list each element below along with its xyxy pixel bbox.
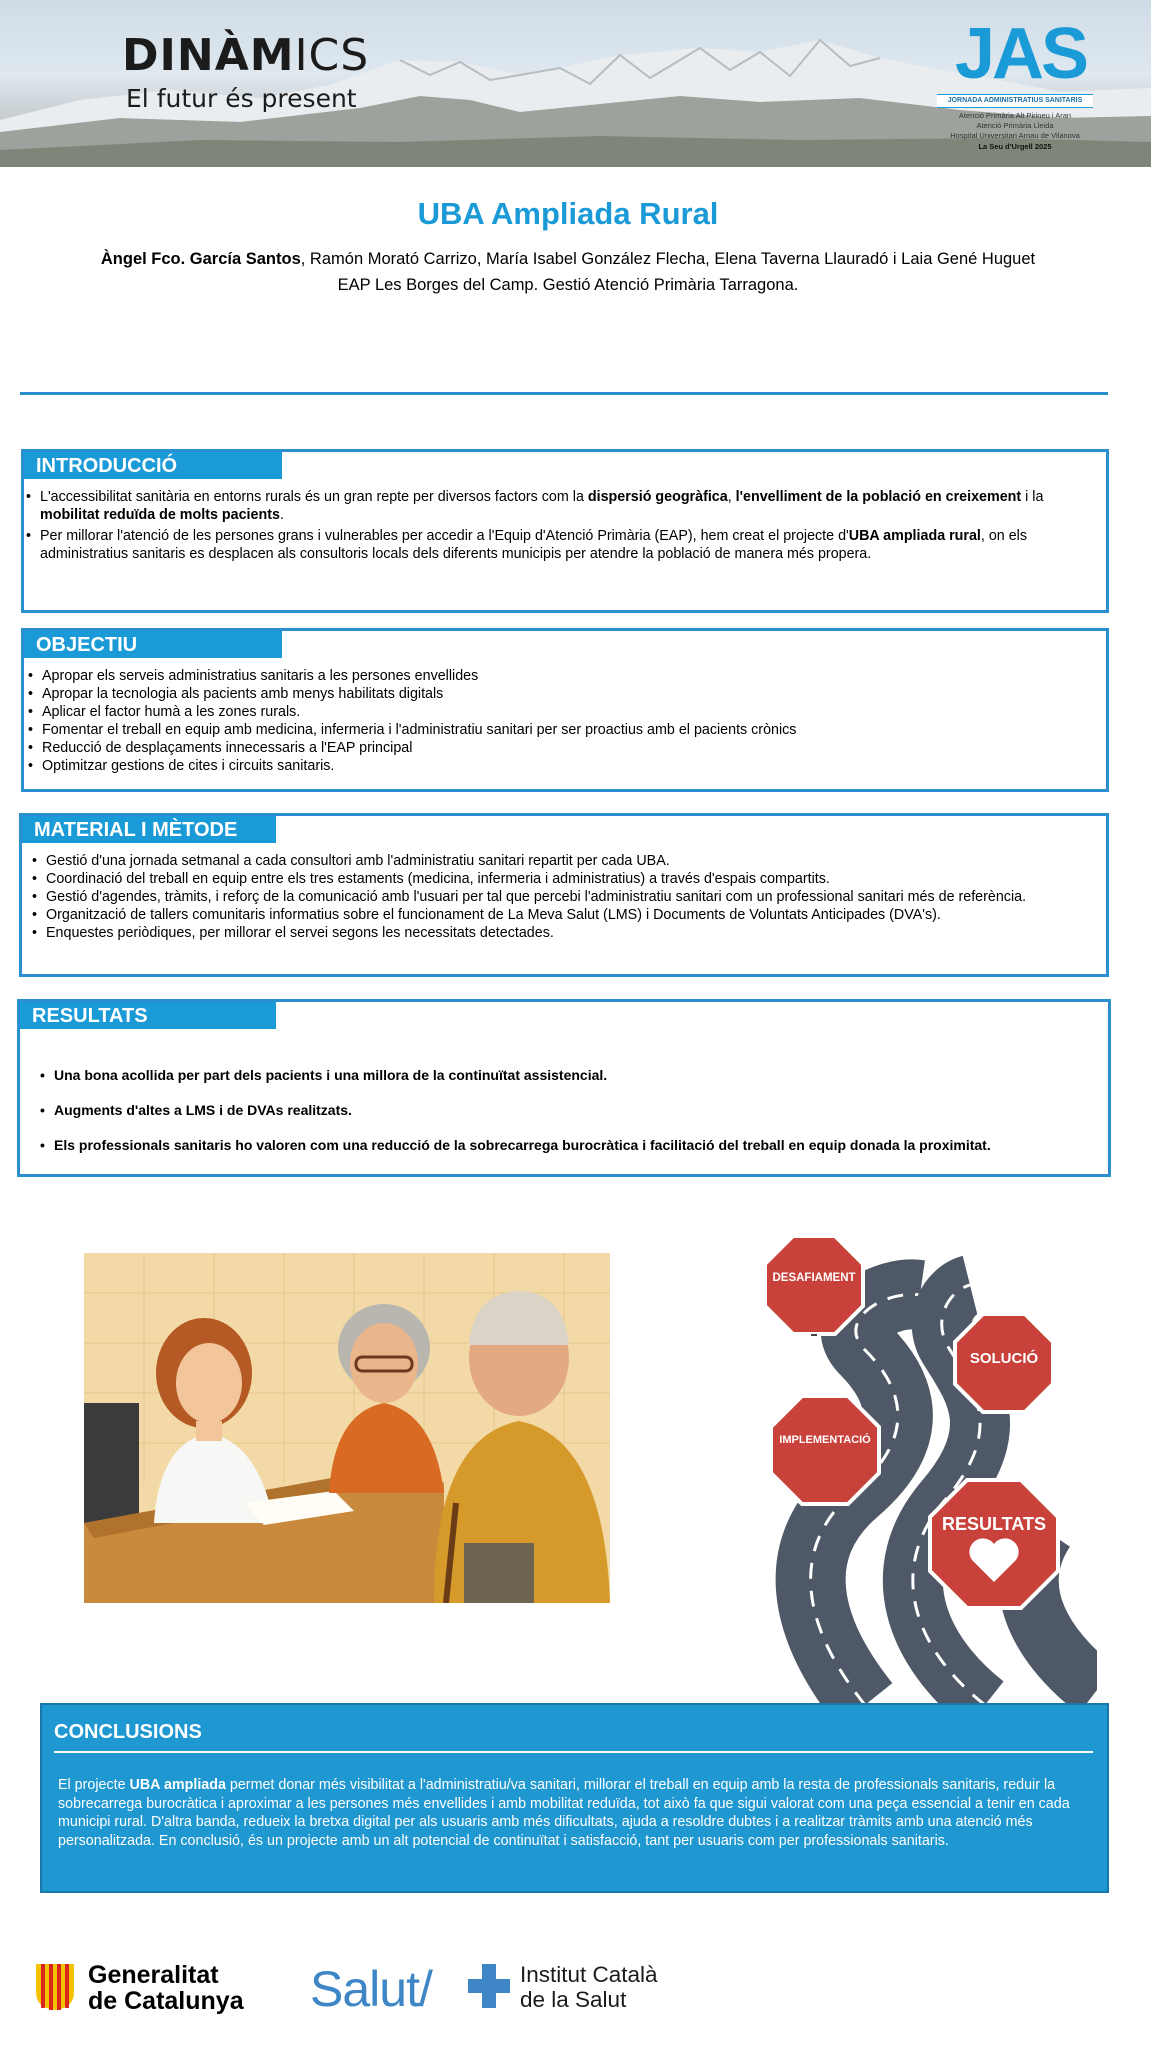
list-item: • Aplicar el factor humà a les zones rurals. xyxy=(26,703,1096,721)
header-banner xyxy=(0,0,1151,167)
sign-solucio xyxy=(953,1312,1055,1414)
list-item: • L'accessibilitat sanitària en entorns rurals és un gran repte per diversos factors com la dispersió geogràfica, l'envelliment de la població en creixement i la mobilitat reduïda de molts pacients. xyxy=(24,488,1104,524)
section-objectiu xyxy=(21,628,1109,792)
ics-logo-text: Institut Català de la Salut xyxy=(520,1962,658,2012)
salut-logo-text: Salut/ xyxy=(310,1961,432,2017)
coauthors: , Ramón Morató Carrizo, María Isabel González Flecha, Elena Taverna Llauradó i Laia Gené Huguet xyxy=(300,250,1036,268)
poster-institution: EAP Les Borges del Camp. Gestió Atenció Primària Tarragona. xyxy=(337,276,799,294)
list-item: • Fomentar el treball en equip amb medicina, infermeria i l'administratiu sanitari per ser proactius amb el pacients crònics xyxy=(26,721,1096,739)
dinamics-tagline: El futur és present xyxy=(126,84,357,113)
sign-desafiament xyxy=(763,1234,865,1336)
list-item: • Gestió d'agendes, tràmits, i reforç de la comunicació amb l'usuari per tal que percebi l'administratiu sanitari com un professional sanitari més de referència. xyxy=(30,888,1100,906)
title-divider xyxy=(20,392,1108,395)
intro-list xyxy=(24,488,1104,563)
section-introduccio xyxy=(21,449,1109,613)
list-item: • Apropar els serveis administratius sanitaris a les persones envellides xyxy=(26,667,1096,685)
jas-line-2: Atenció Primària Lleida xyxy=(976,121,1054,130)
sign-implementacio xyxy=(769,1394,881,1506)
section-heading: CONCLUSIONS xyxy=(54,1721,202,1743)
poster-authors xyxy=(0,250,1136,269)
jas-strip: JORNADA ADMINISTRATIUS SANITARIS xyxy=(937,94,1093,108)
clinic-scene-image xyxy=(84,1253,610,1603)
conclusions-text: El projecte UBA ampliada permet donar més visibilitat a l'administratiu/va sanitari, millorar el treball en equip amb la resta de professionals sanitaris, reduir la sobrecarrega burocràtica i aproximar a les persones més envellides i amb mobilitat reduïda, tot això fa que sigui valorat com una peça essencial a tenir en cada municipi rural. D'altra banda, redueix la bretxa digital per als usuaris amb més dificultats, ajuda a resoldre dubtes i a realitzar tràmits amb una atenció més personalitzada. En conclusió, és un projecte amb un alt potencial de continuïtat i satisfacció, tant per usuaris com per professionals sanitaris. xyxy=(58,1777,1070,1849)
section-heading: INTRODUCCIÓ xyxy=(24,452,282,479)
material-list xyxy=(30,852,1100,942)
list-item: • Coordinació del treball en equip entre els tres estaments (medicina, infermeria i administratius) a través d'espais compartits. xyxy=(30,870,1100,888)
list-item: • Optimitzar gestions de cites i circuits sanitaris. xyxy=(26,757,1096,775)
section-heading: MATERIAL I MÈTODE xyxy=(22,816,276,843)
list-item: • Una bona acollida per part dels pacients i una millora de la continuïtat assistencial. xyxy=(38,1066,1098,1084)
jas-mark: JAS xyxy=(955,14,1087,94)
list-item: • Els professionals sanitaris ho valoren com una reducció de la sobrecarrega burocràtica i facilitació del treball en equip donada la proximitat. xyxy=(38,1136,1098,1154)
clinic-illustration xyxy=(84,1253,610,1603)
section-heading: OBJECTIU xyxy=(24,631,282,658)
jas-line-3: Hospital Universitari Arnau de Vilanova xyxy=(950,131,1080,140)
poster-title: UBA Ampliada Rural xyxy=(417,196,719,231)
jas-line-4: La Seu d'Urgell 2025 xyxy=(978,142,1052,151)
sign-resultats xyxy=(928,1478,1060,1610)
list-item: • Enquestes periòdiques, per millorar el servei segons les necessitats detectades. xyxy=(30,924,1100,942)
list-item: • Reducció de desplaçaments innecessaris a l'EAP principal xyxy=(26,739,1096,757)
sign-label: DESAFIAMENT xyxy=(772,1272,856,1284)
sign-label: RESULTATS xyxy=(942,1514,1046,1534)
section-heading: RESULTATS xyxy=(20,1002,276,1029)
dinamics-brand-title: DINÀMICS xyxy=(122,30,370,81)
gencat-logo-text: Generalitat de Catalunya xyxy=(88,1961,244,2015)
gencat-logo-icon xyxy=(34,1962,76,2012)
jas-line-1: Atenció Primària Alt Pirineu i Aran xyxy=(958,111,1072,120)
list-item: • Gestió d'una jornada setmanal a cada consultori amb l'administratiu sanitari repartit per cada UBA. xyxy=(30,852,1100,870)
section-material-metode xyxy=(19,813,1109,977)
sign-label: SOLUCIÓ xyxy=(969,1350,1039,1367)
jas-event-logo xyxy=(935,14,1095,158)
ics-cross-icon xyxy=(468,1964,510,2008)
list-item: • Per millorar l'atenció de les persones grans i vulnerables per accedir a l'Equip d'Atenció Primària (EAP), hem creat el projecte d'UBA ampliada rural, on els administratius sanitaris es desplacen als consultoris locals dels diferents municipis per atendre la població de manera més propera. xyxy=(24,527,1104,563)
section-resultats xyxy=(17,999,1111,1177)
lead-author: Àngel Fco. García Santos xyxy=(100,250,301,268)
list-item: • Apropar la tecnologia als pacients amb menys habilitats digitals xyxy=(26,685,1096,703)
list-item: • Organització de tallers comunitaris informatius sobre el funcionament de La Meva Salut (LMS) i Documents de Voluntats Anticipades (DVA's). xyxy=(30,906,1100,924)
roadmap-illustration xyxy=(745,1230,1097,1705)
conclusions-divider xyxy=(54,1751,1093,1753)
objectiu-list xyxy=(26,667,1096,775)
section-conclusions xyxy=(40,1703,1109,1893)
list-item: • Augments d'altes a LMS i de DVAs realitzats. xyxy=(38,1101,1098,1119)
sign-label: IMPLEMENTACIÓ xyxy=(779,1434,871,1446)
resultats-list xyxy=(38,1066,1098,1171)
